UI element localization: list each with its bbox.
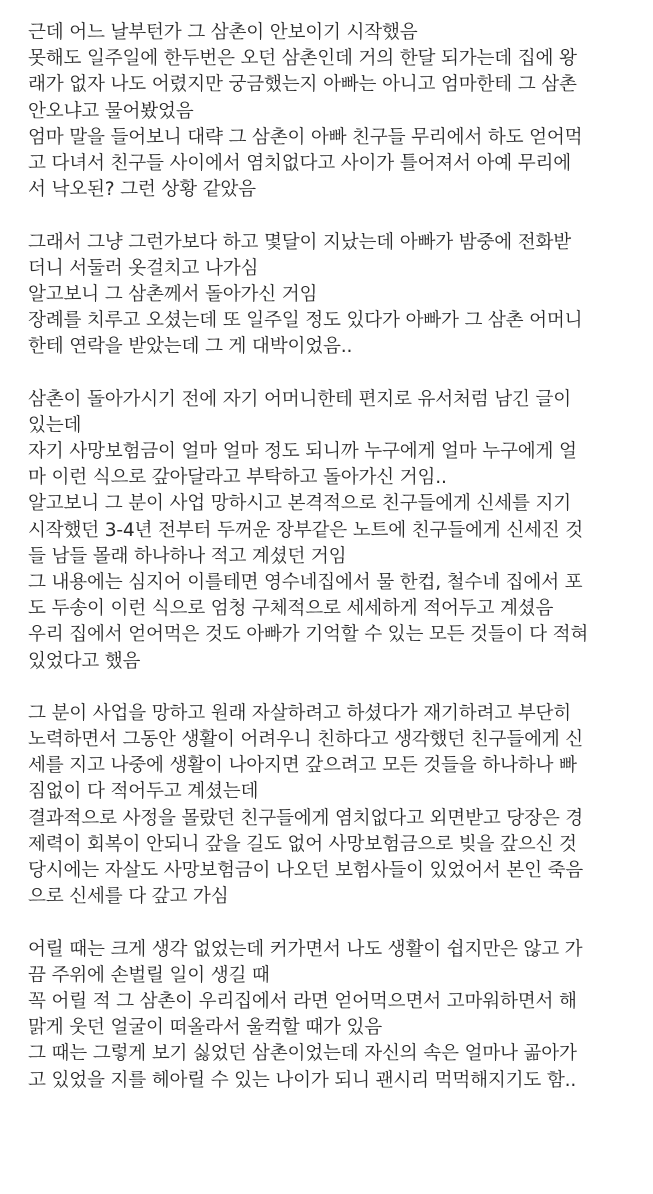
text-line: 그래서 그냥 그런가보다 하고 몇달이 지났는데 아빠가 밤중에 전화받 bbox=[28, 231, 572, 253]
text-line: 알고보니 그 삼촌께서 돌아가신 거임 bbox=[28, 283, 318, 305]
text-line: 알고보니 그 분이 사업 망하시고 본격적으로 친구들에게 신세를 지기 bbox=[28, 493, 572, 515]
paragraph-gap bbox=[28, 910, 623, 936]
text-line: 안오냐고 물어봤었음 bbox=[28, 100, 194, 122]
text-line: 제력이 회복이 안되니 갚을 길도 없어 사망보험금으로 빚을 갚으신 것 bbox=[28, 833, 577, 855]
text-line: 짐없이 다 적어두고 계셨는데 bbox=[28, 781, 259, 803]
text-line: 으로 신세를 다 갚고 가심 bbox=[28, 886, 229, 908]
paragraph-gap bbox=[28, 675, 623, 701]
text-line: 장례를 치루고 오셨는데 또 일주일 정도 있다가 아빠가 그 삼촌 어머니 bbox=[28, 310, 583, 332]
text-line: 고 다녀서 친구들 사이에서 염치없다고 사이가 틀어져서 아예 무리에 bbox=[28, 152, 572, 174]
text-line: 서 낙오된? 그런 상황 같았음 bbox=[28, 179, 256, 201]
text-line: 그 내용에는 심지어 이를테면 영수네집에서 물 한컵, 철수네 집에서 포 bbox=[28, 571, 583, 593]
text-line: 한테 연락을 받았는데 그 게 대박이었음.. bbox=[28, 336, 353, 358]
text-line: 도 두송이 이런 식으로 엄청 구체적으로 세세하게 적어두고 계셨음 bbox=[28, 598, 554, 620]
text-line: 시작했던 3-4년 전부터 두꺼운 장부같은 노트에 친구들에게 신세진 것 bbox=[28, 519, 584, 541]
text-line: 삼촌이 돌아가시기 전에 자기 어머니한테 편지로 유서처럼 남긴 글이 bbox=[28, 388, 572, 410]
text-line: 엄마 말을 들어보니 대략 그 삼촌이 아빠 친구들 무리에서 하도 얻어먹 bbox=[28, 126, 583, 148]
text-line: 마 이런 식으로 갚아달라고 부탁하고 돌아가신 거임.. bbox=[28, 467, 447, 489]
paragraph bbox=[28, 20, 623, 203]
text-line: 꼭 어릴 적 그 삼촌이 우리집에서 라면 얻어먹으면서 고마워하면서 해 bbox=[28, 990, 577, 1012]
text-line: 근데 어느 날부턴가 그 삼촌이 안보이기 시작했음 bbox=[28, 22, 418, 43]
text-line: 끔 주위에 손벌릴 일이 생길 때 bbox=[28, 964, 270, 986]
text-line: 맑게 웃던 얼굴이 떠올라서 울컥할 때가 있음 bbox=[28, 1017, 382, 1039]
text-line: 당시에는 자살도 사망보험금이 나오던 보험사들이 있었어서 본인 죽음 bbox=[28, 860, 584, 881]
paragraph-gap bbox=[28, 360, 623, 386]
paragraph bbox=[28, 701, 623, 911]
text-line: 들 남들 몰래 하나하나 적고 계셨던 거임 bbox=[28, 545, 347, 567]
text-line: 그 때는 그렇게 보기 싫었던 삼촌이었는데 자신의 속은 얼마나 곪아가 bbox=[28, 1043, 577, 1065]
text-line: 우리 집에서 얻어먹은 것도 아빠가 기억할 수 있는 모든 것들이 다 적혀 bbox=[28, 624, 589, 646]
paragraph bbox=[28, 230, 623, 361]
text-line: 못해도 일주일에 한두번은 오던 삼촌인데 거의 한달 되가는데 집에 왕 bbox=[28, 48, 577, 70]
text-line: 결과적으로 사정을 몰랐던 친구들에게 염치없다고 외면받고 당장은 경 bbox=[28, 807, 584, 829]
text-line: 있는데 bbox=[28, 414, 82, 436]
text-line: 노력하면서 그동안 생활이 어려우니 친하다고 생각했던 친구들에게 신 bbox=[28, 729, 584, 751]
paragraph-gap bbox=[28, 203, 623, 229]
text-line: 있었다고 했음 bbox=[28, 650, 141, 672]
text-line: 어릴 때는 크게 생각 없었는데 커가면서 나도 생활이 쉽지만은 않고 가 bbox=[28, 938, 583, 960]
text-line: 자기 사망보험금이 얼마 얼마 정도 되니까 누구에게 얼마 누구에게 얼 bbox=[28, 441, 577, 462]
text-line: 고 있었을 지를 헤아릴 수 있는 나이가 되니 괜시리 먹먹해지기도 함.. bbox=[28, 1069, 577, 1091]
paragraph bbox=[28, 937, 623, 1094]
text-line: 더니 서둘러 옷걸치고 나가심 bbox=[28, 257, 259, 279]
text-line: 래가 없자 나도 어렸지만 궁금했는지 아빠는 아니고 엄마한테 그 삼촌 bbox=[28, 74, 577, 96]
text-line: 세를 지고 나중에 생활이 나아지면 갚으려고 모든 것들을 하나하나 빠 bbox=[28, 755, 577, 777]
text-line: 그 분이 사업을 망하고 원래 자살하려고 하셨다가 재기하려고 부단히 bbox=[28, 702, 572, 724]
paragraph bbox=[28, 387, 623, 675]
